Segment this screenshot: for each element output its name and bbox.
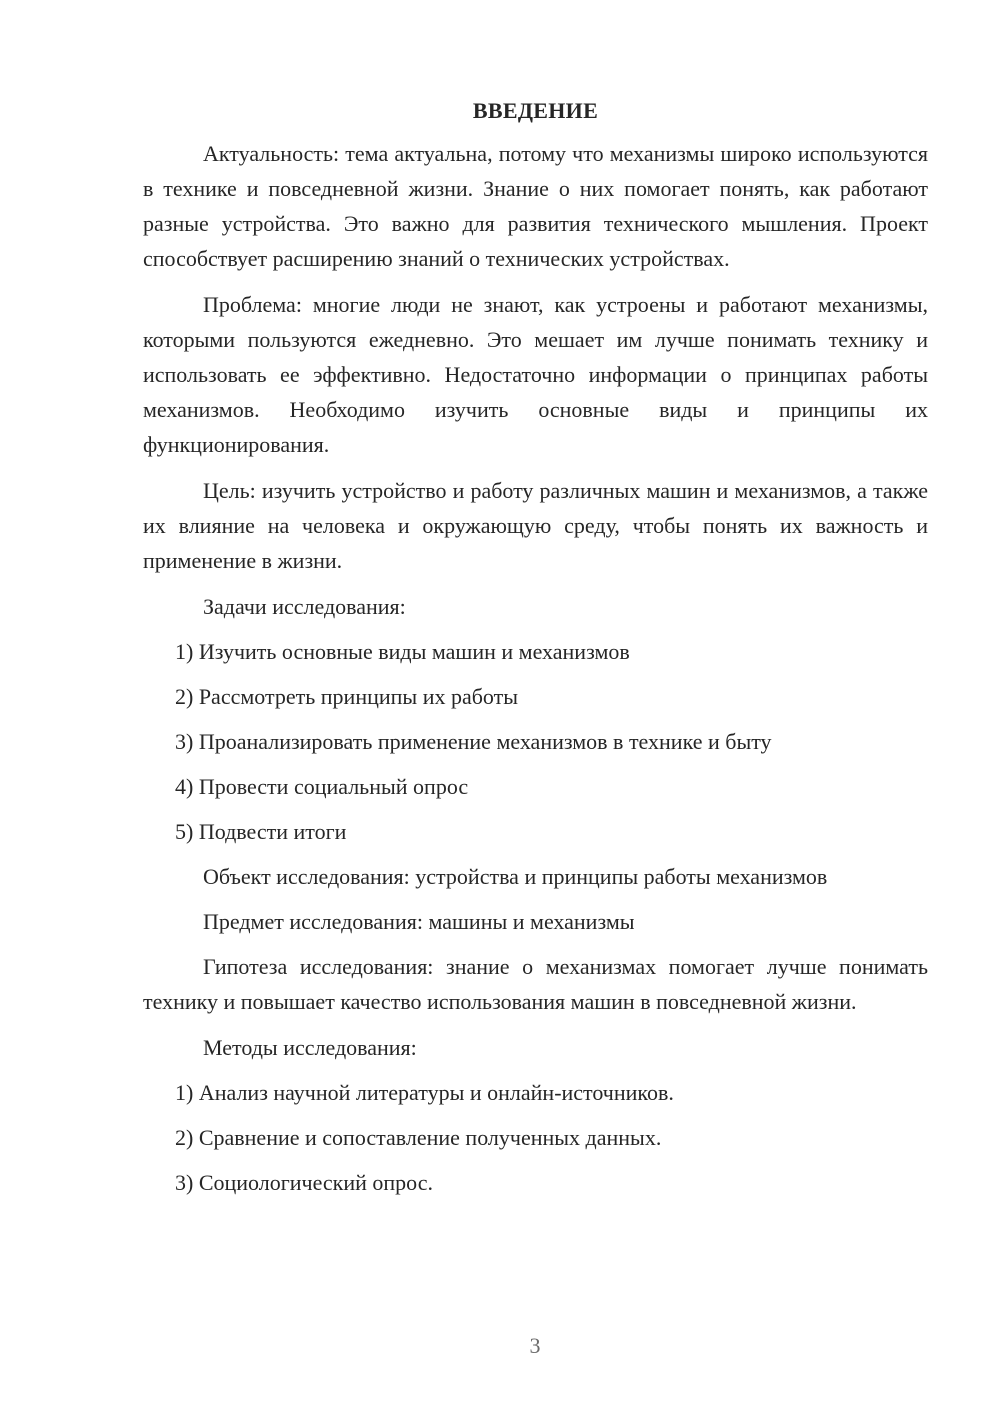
list-item: 3) Социологический опрос. — [175, 1170, 433, 1195]
problem-paragraph: Проблема: многие люди не знают, как устроены и работают механизмы, которыми пользуются ежедневно. Это мешает им лучше понимать технику и использовать ее эффективно. Недостаточно информации о принципах работы механизмов. Необходимо изучить основные виды и принципы их функционирования. — [143, 292, 928, 457]
object-line: Объект исследования: устройства и принципы работы механизмов — [203, 864, 828, 889]
section-title: ВВЕДЕНИЕ — [472, 98, 599, 123]
list-item: 2) Рассмотреть принципы их работы — [175, 684, 519, 709]
list-item: 4) Провести социальный опрос — [175, 774, 469, 799]
tasks-heading: Задачи исследования: — [203, 594, 406, 619]
list-item: 5) Подвести итоги — [175, 819, 347, 844]
goal-paragraph: Цель: изучить устройство и работу различных машин и механизмов, а также их влияние на человека и окружающую среду, чтобы понять их важность и применение в жизни. — [143, 478, 928, 573]
hypothesis-paragraph: Гипотеза исследования: знание о механизмах помогает лучше понимать технику и повышает качество использования машин в повседневной жизни. — [143, 954, 928, 1014]
document-page — [143, 96, 928, 1210]
subject-line: Предмет исследования: машины и механизмы — [203, 909, 635, 934]
relevance-paragraph: Актуальность: тема актуальна, потому что механизмы широко используются в технике и повседневной жизни. Знание о них помогает понять, как работают разные устройства. Это важно для развития технического мышления. Проект способствует расширению знаний о технических устройствах. — [143, 141, 928, 271]
page-number: 3 — [529, 1333, 541, 1358]
methods-heading: Методы исследования: — [203, 1035, 417, 1060]
list-item: 1) Анализ научной литературы и онлайн-источников. — [175, 1080, 674, 1105]
list-item: 2) Сравнение и сопоставление полученных данных. — [175, 1125, 662, 1150]
methods-list — [143, 1075, 928, 1200]
tasks-list — [143, 634, 928, 849]
list-item: 1) Изучить основные виды машин и механизмов — [175, 639, 630, 664]
list-item: 3) Проанализировать применение механизмов в технике и быту — [175, 729, 772, 754]
